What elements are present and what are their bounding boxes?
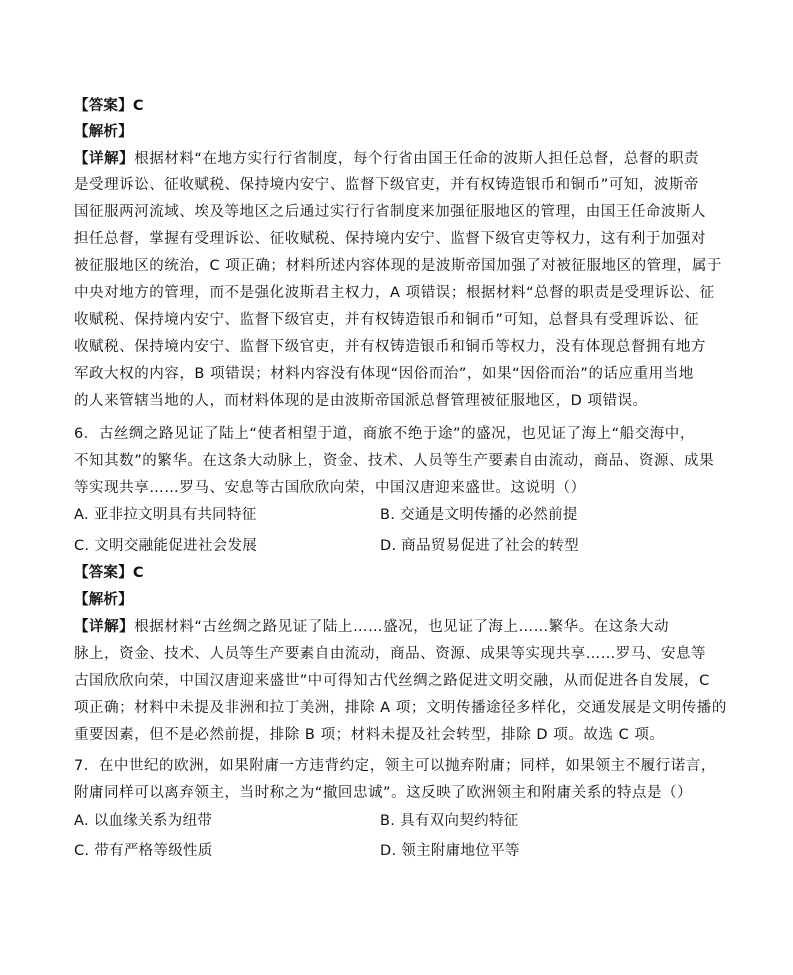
q5-detail-line: 中央对地方的管理，而不是强化波斯君主权力，A 项错误；根据材料“总督的职责是受理诉讼、征: [74, 285, 715, 301]
q6-detail-line: 项正确；材料中未提及非洲和拉丁美洲，排除 A 项；文明传播途径多样化，交通发展是文明传播的: [74, 700, 727, 716]
q6-stem-line: 等实现共享……罗马、安息等古国欣欣向荣，中国汉唐迎来盛世。这说明（）: [74, 480, 586, 496]
q7-option-a: A. 以血缘关系为纽带: [74, 813, 213, 829]
detail-text: 根据材料“古丝绸之路见证了陆上……盛况，也见证了海上……繁华。在这条大动: [134, 619, 670, 635]
q6-option-b: B. 交通是文明传播的必然前提: [380, 507, 578, 523]
q6-option-a: A. 亚非拉文明具有共同特征: [74, 507, 257, 523]
q5-detail-line: 被征服地区的统治，C 项正确；材料所述内容体现的是波斯帝国加强了对被征服地区的管理，属于: [74, 258, 722, 274]
q5-detail-line: 国征服两河流域、埃及等地区之后通过实行行省制度来加强征服地区的管理，由国王任命波斯人: [74, 204, 707, 220]
q6-detail-line: 古国欣欣向荣，中国汉唐迎来盛世”中可得知古代丝绸之路促进文明交融，从而促进各自发展，C: [74, 673, 710, 689]
answer-tag: 【答案】: [74, 98, 133, 114]
q6-option-c: C. 文明交融能促进社会发展: [74, 538, 258, 554]
analysis-tag: 【解析】: [74, 592, 133, 608]
answer-value: C: [132, 565, 144, 581]
q5-analysis-tag: [74, 122, 674, 142]
q5-detail-line: [74, 149, 700, 169]
q5-detail-line: 担任总督，掌握有受理诉讼、征收赋税、保持境内安宁、监督下级官吏等权力，这有利于加强对: [74, 231, 707, 247]
q6-answer-line: [74, 563, 674, 583]
q7-option-b: B. 具有双向契约特征: [380, 813, 519, 829]
q5-detail-line: 军政大权的内容，B 项错误；材料内容没有体现“因俗而治”，如果“因俗而治”的话应重用当地: [74, 366, 694, 382]
q7-option-c: C. 带有严格等级性质: [74, 843, 213, 859]
q5-detail-line: 收赋税、保持境内安宁、监督下级官吏，并有权铸造银币和铜币”可知，总督具有受理诉讼、征: [74, 312, 700, 328]
answer-tag: 【答案】: [74, 565, 133, 581]
q6-option-d: D. 商品贸易促进了社会的转型: [380, 538, 579, 554]
q6-detail-line: 重要因素，但不是必然前提，排除 B 项；材料未提及社会转型，排除 D 项。故选 C 项。: [74, 727, 665, 743]
q5-detail-line: 收赋税、保持境内安宁、监督下级官吏，并有权铸造银币和铜币等权力，没有体现总督拥有地方: [74, 339, 707, 355]
q6-analysis-tag: [74, 590, 674, 610]
answer-value: C: [132, 98, 144, 114]
q7-stem-line: 7．在中世纪的欧洲，如果附庸一方违背约定，领主可以抛弃附庸；同样，如果领主不履行诺言，: [74, 758, 716, 774]
detail-tag: 【详解】: [74, 151, 135, 167]
q5-detail-line: 是受理诉讼、征收赋税、保持境内安宁、监督下级官吏，并有权铸造银币和铜币”可知，波斯帝: [74, 177, 700, 193]
detail-tag: 【详解】: [74, 619, 135, 635]
q7-option-d: D. 领主附庸地位平等: [380, 843, 520, 859]
q5-answer-line: [74, 96, 674, 116]
q6-detail-line: 脉上，资金、技术、人员等生产要素自由流动，商品、资源、成果等实现共享……罗马、安息等: [74, 646, 707, 662]
q6-stem-line: 不知其数”的繁华。在这条大动脉上，资金、技术、人员等生产要素自由流动，商品、资源、成果: [74, 453, 715, 469]
q5-detail-line: 的人来管辖当地的人，而材料体现的是由波斯帝国派总督管理被征服地区，D 项错误。: [74, 393, 648, 409]
q6-detail-line: [74, 617, 674, 637]
q7-stem-line: 附庸同样可以离弃领主，当时称之为“撤回忠诚”。这反映了欧洲领主和附庸关系的特点是（）: [74, 785, 693, 801]
analysis-tag: 【解析】: [74, 124, 133, 140]
q6-stem-line: 6．古丝绸之路见证了陆上“使者相望于道，商旅不绝于途”的盛况，也见证了海上“船交海中，: [74, 426, 695, 442]
detail-text: 根据材料“在地方实行行省制度，每个行省由国王任命的波斯人担任总督，总督的职责: [134, 151, 700, 167]
